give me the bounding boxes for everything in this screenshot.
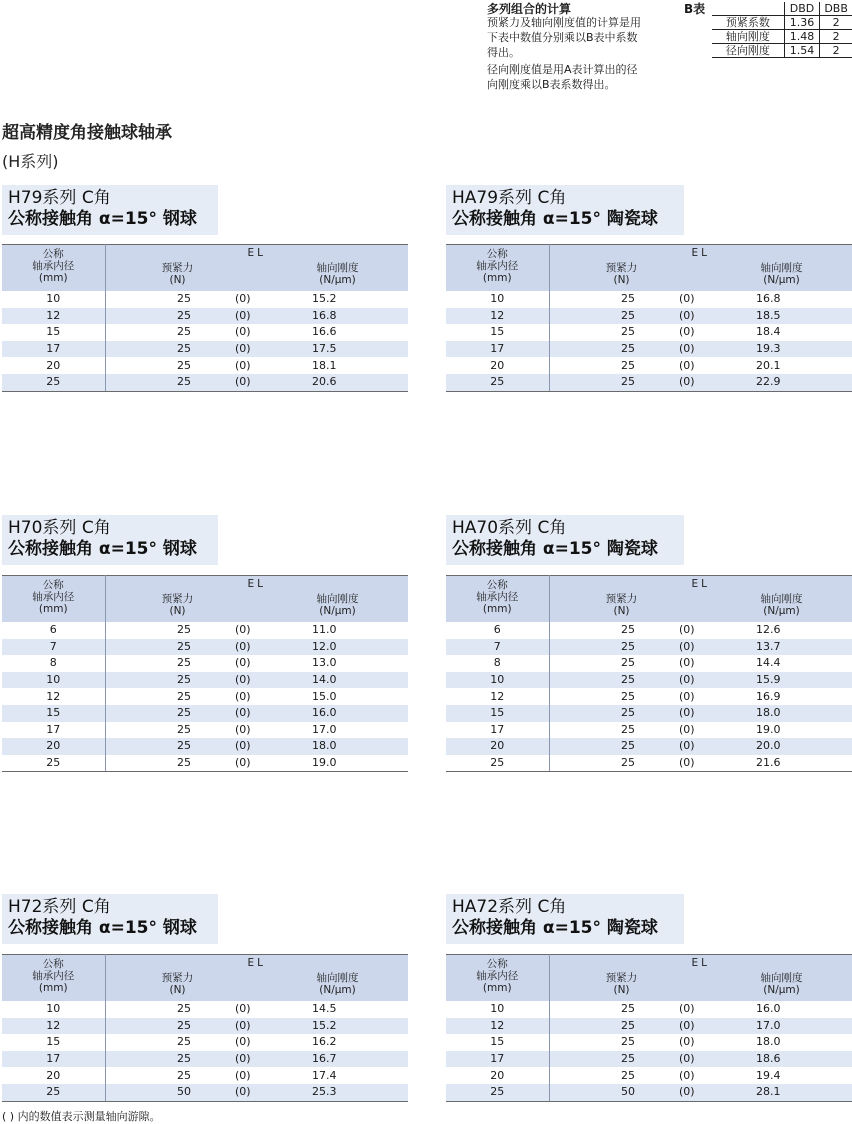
cell-preload: 25 [105,705,235,722]
table-row [2,291,408,308]
cell-clearance: (0) [235,325,251,339]
cell-bore: 7 [446,639,549,656]
cell-clearance: (0) [235,374,285,391]
section-series-title: HA79系列 C角 [452,188,567,208]
cell-clearance: (0) [679,308,729,325]
cell-stiffness: 14.5 [312,1002,337,1016]
cell-clearance: (0) [235,358,251,372]
cell-stiffness: 16.9 [756,689,781,703]
cell-stiffness: 17.4 [312,1068,337,1082]
section-series-title: H72系列 C角 [8,897,111,917]
cell-bore: 17 [2,1051,105,1068]
section-contact-angle: 公称接触角 α=15° 陶瓷球 [452,539,658,559]
data-table [2,954,408,1102]
table-row [446,1067,852,1084]
cell-clearance: (0) [679,292,695,306]
cell-clearance: (0) [235,755,285,772]
table-row [446,1018,852,1035]
col-el-header: EL 预紧力 (N) 轴向刚度 (N/μm) [105,245,408,292]
cell-stiffness: 28.1 [729,1084,852,1101]
cell-clearance: (0) [235,672,285,689]
table-row [2,341,408,358]
col-bore-header: 公称 轴承内径 (mm) [2,245,105,292]
cell-preload: 25 [549,341,679,358]
cell-stiffness: 15.9 [729,672,852,689]
cell-preload: 25 [177,722,191,736]
table-row [2,755,408,772]
cell-stiffness: 19.4 [756,1068,781,1082]
cell-bore: 15 [446,705,549,722]
cell-bore: 17 [446,722,549,739]
cell-bore: 10 [446,1001,549,1018]
cell-stiffness: 14.4 [756,656,781,670]
cell-preload: 25 [549,1018,679,1035]
cell-preload: 25 [621,623,635,637]
cell-stiffness: 18.0 [285,738,408,755]
cell-preload: 50 [549,1084,679,1101]
cell-clearance: (0) [679,1035,695,1049]
table-row [446,341,852,358]
cell-preload: 25 [177,1002,191,1016]
cell-stiffness: 18.1 [312,358,337,372]
cell-preload: 25 [621,358,635,372]
table-row [446,672,852,689]
table-row [446,1051,852,1068]
cell-preload: 25 [621,1035,635,1049]
table-row [446,622,852,639]
cell-preload: 25 [621,1068,635,1082]
cell-stiffness: 17.5 [285,341,408,358]
cell-stiffness: 18.0 [729,705,852,722]
cell-stiffness: 17.0 [729,1018,852,1035]
table-row [2,1067,408,1084]
table-row [446,722,852,739]
cell-bore: 20 [446,738,549,755]
cell-preload: 25 [177,358,191,372]
cell-bore: 12 [2,308,105,325]
table-row [2,1034,408,1051]
table-row [446,1001,852,1018]
cell-stiffness: 16.0 [756,1002,781,1016]
note-line: 下表中数值分别乘以B表中系数 [487,31,638,44]
btable-cell: 2 [820,44,852,58]
cell-stiffness: 21.6 [729,755,852,772]
section-series-title: HA72系列 C角 [452,897,567,917]
page-subtitle: (H系列) [2,152,59,171]
table-row [446,374,852,391]
cell-clearance: (0) [235,292,251,306]
cell-preload: 25 [177,623,191,637]
cell-bore: 25 [2,1084,105,1101]
table-row [2,1001,408,1018]
cell-bore: 15 [2,705,105,722]
cell-stiffness: 12.6 [756,623,781,637]
cell-bore: 17 [2,341,105,358]
section-contact-angle: 公称接触角 α=15° 钢球 [8,918,197,938]
cell-clearance: (0) [679,374,729,391]
cell-clearance: (0) [235,308,285,325]
table-row [2,308,408,325]
cell-preload: 25 [549,374,679,391]
table-row [2,655,408,672]
cell-clearance: (0) [679,656,695,670]
cell-bore: 12 [2,688,105,705]
cell-stiffness: 16.8 [756,292,781,306]
cell-bore: 10 [446,672,549,689]
cell-clearance: (0) [235,689,251,703]
cell-preload: 25 [621,292,635,306]
section-series-title: HA70系列 C角 [452,518,567,538]
cell-stiffness: 19.0 [756,722,781,736]
cell-preload: 25 [621,325,635,339]
cell-clearance: (0) [679,325,695,339]
cell-stiffness: 19.3 [729,341,852,358]
section-contact-angle: 公称接触角 α=15° 钢球 [8,209,197,229]
cell-preload: 25 [177,1035,191,1049]
cell-preload: 25 [177,292,191,306]
cell-stiffness: 17.0 [312,722,337,736]
cell-bore: 10 [2,291,105,308]
btable-cell: 1.54 [784,44,820,58]
cell-clearance: (0) [235,738,285,755]
cell-stiffness: 15.2 [312,292,337,306]
cell-clearance: (0) [679,722,695,736]
cell-clearance: (0) [679,1084,729,1101]
cell-bore: 15 [446,1034,549,1051]
cell-stiffness: 13.7 [729,639,852,656]
data-table [446,954,852,1102]
cell-clearance: (0) [235,656,251,670]
cell-bore: 8 [446,655,549,672]
col-el-header: EL 预紧力 (N) 轴向刚度 (N/μm) [105,576,408,623]
table-row [2,1084,408,1101]
table-row [446,688,852,705]
cell-stiffness: 16.7 [285,1051,408,1068]
table-row [446,655,852,672]
cell-clearance: (0) [679,755,729,772]
col-el-header: EL 预紧力 (N) 轴向刚度 (N/μm) [105,955,408,1002]
cell-bore: 12 [446,688,549,705]
table-row [2,705,408,722]
cell-bore: 25 [446,755,549,772]
cell-clearance: (0) [679,341,729,358]
cell-bore: 20 [446,357,549,374]
cell-stiffness: 18.5 [729,308,852,325]
cell-preload: 25 [177,325,191,339]
table-row [2,324,408,341]
cell-clearance: (0) [235,341,285,358]
cell-bore: 8 [2,655,105,672]
table-row [446,639,852,656]
cell-bore: 20 [2,357,105,374]
section-header [446,515,684,565]
cell-clearance: (0) [679,1002,695,1016]
cell-bore: 20 [2,738,105,755]
table-row [446,324,852,341]
cell-clearance: (0) [235,1018,285,1035]
btable-header-dbb: DBB [820,2,852,16]
col-bore-header: 公称 轴承内径 (mm) [446,955,549,1002]
cell-clearance: (0) [235,722,251,736]
btable-cell: 2 [820,16,852,30]
col-bore-header: 公称 轴承内径 (mm) [2,576,105,623]
cell-bore: 12 [446,308,549,325]
table-row [2,1051,408,1068]
table-row [446,308,852,325]
cell-stiffness: 16.0 [285,705,408,722]
col-bore-header: 公称 轴承内径 (mm) [446,245,549,292]
cell-stiffness: 20.1 [756,358,781,372]
btable-label: B表 [684,2,706,16]
cell-bore: 15 [2,1034,105,1051]
table-row [2,357,408,374]
cell-clearance: (0) [679,689,695,703]
cell-clearance: (0) [235,705,285,722]
cell-preload: 25 [549,1051,679,1068]
table-row [2,722,408,739]
section-header [2,894,218,944]
cell-stiffness: 12.0 [285,639,408,656]
cell-stiffness: 16.8 [285,308,408,325]
cell-bore: 6 [2,622,105,639]
cell-clearance: (0) [235,1035,251,1049]
cell-bore: 6 [446,622,549,639]
btable-cell: 1.36 [784,16,820,30]
table-row [446,291,852,308]
col-bore-header: 公称 轴承内径 (mm) [2,955,105,1002]
cell-preload: 50 [105,1084,235,1101]
cell-bore: 25 [2,374,105,391]
cell-preload: 25 [177,656,191,670]
cell-stiffness: 16.2 [312,1035,337,1049]
cell-clearance: (0) [679,623,695,637]
section-contact-angle: 公称接触角 α=15° 钢球 [8,539,197,559]
cell-clearance: (0) [679,705,729,722]
cell-clearance: (0) [235,1084,285,1101]
cell-bore: 7 [2,639,105,656]
col-bore-header: 公称 轴承内径 (mm) [446,576,549,623]
cell-bore: 10 [2,672,105,689]
cell-clearance: (0) [679,1068,695,1082]
table-row [446,357,852,374]
cell-preload: 25 [549,755,679,772]
cell-clearance: (0) [679,639,729,656]
cell-preload: 25 [549,705,679,722]
note-line: 预紧力及轴向刚度值的计算是用 [487,16,641,29]
cell-stiffness: 14.0 [285,672,408,689]
note-line: 得出。 [487,46,520,59]
cell-stiffness: 16.6 [312,325,337,339]
cell-stiffness: 15.2 [285,1018,408,1035]
cell-preload: 25 [177,1068,191,1082]
section-header [2,515,218,565]
section-header [446,894,684,944]
cell-bore: 12 [2,1018,105,1035]
cell-bore: 20 [446,1067,549,1084]
cell-preload: 25 [105,308,235,325]
data-table [2,244,408,392]
col-el-header: EL 预紧力 (N) 轴向刚度 (N/μm) [549,955,852,1002]
cell-preload: 25 [621,722,635,736]
btable-row-label: 径向刚度 [712,44,784,58]
cell-clearance: (0) [235,1002,251,1016]
btable-header-dbd: DBD [784,2,820,16]
cell-bore: 25 [446,374,549,391]
cell-preload: 25 [177,689,191,703]
table-row [446,1084,852,1101]
cell-stiffness: 15.0 [312,689,337,703]
cell-preload: 25 [105,341,235,358]
cell-preload: 25 [621,656,635,670]
cell-stiffness: 11.0 [312,623,337,637]
table-row [2,1018,408,1035]
cell-clearance: (0) [679,738,729,755]
note-line: 向刚度乘以B表系数得出。 [487,78,616,91]
table-row [2,672,408,689]
cell-bore: 17 [446,341,549,358]
table-row [2,622,408,639]
cell-preload: 25 [621,689,635,703]
cell-clearance: (0) [235,623,251,637]
table-row [446,705,852,722]
cell-preload: 25 [105,1051,235,1068]
table-row [446,755,852,772]
table-row [2,639,408,656]
cell-stiffness: 25.3 [285,1084,408,1101]
btable-row-label: 轴向刚度 [712,30,784,44]
cell-stiffness: 20.0 [729,738,852,755]
cell-preload: 25 [105,639,235,656]
btable-cell: 1.48 [784,30,820,44]
cell-bore: 12 [446,1018,549,1035]
cell-preload: 25 [549,738,679,755]
footnote: ( ) 内的数值表示测量轴向游隙。 [2,1110,161,1123]
cell-preload: 25 [621,1002,635,1016]
cell-bore: 10 [2,1001,105,1018]
section-series-title: H70系列 C角 [8,518,111,538]
data-table [2,575,408,772]
cell-clearance: (0) [679,672,729,689]
section-header [446,185,684,235]
table-row [2,738,408,755]
section-series-title: H79系列 C角 [8,188,111,208]
cell-preload: 25 [105,755,235,772]
note-title: 多列组合的计算 [487,2,572,16]
cell-bore: 15 [446,324,549,341]
b-coefficient-table [712,2,852,58]
cell-preload: 25 [549,672,679,689]
cell-clearance: (0) [235,1068,251,1082]
cell-bore: 20 [2,1067,105,1084]
cell-bore: 25 [2,755,105,772]
col-el-header: EL 预紧力 (N) 轴向刚度 (N/μm) [549,576,852,623]
cell-preload: 25 [105,672,235,689]
data-table [446,244,852,392]
cell-clearance: (0) [679,1018,729,1035]
table-row [2,374,408,391]
cell-clearance: (0) [235,639,285,656]
cell-clearance: (0) [679,1051,729,1068]
data-table [446,575,852,772]
cell-stiffness: 19.0 [285,755,408,772]
cell-stiffness: 13.0 [312,656,337,670]
note-line: 径向刚度值是用A表计算出的径 [487,63,638,76]
cell-preload: 25 [549,639,679,656]
cell-stiffness: 18.6 [729,1051,852,1068]
cell-bore: 10 [446,291,549,308]
cell-clearance: (0) [235,1051,285,1068]
col-el-header: EL 预紧力 (N) 轴向刚度 (N/μm) [549,245,852,292]
cell-clearance: (0) [679,358,695,372]
table-row [446,738,852,755]
section-header [2,185,218,235]
cell-preload: 25 [105,1018,235,1035]
cell-bore: 15 [2,324,105,341]
cell-bore: 17 [446,1051,549,1068]
page-title: 超高精度角接触球轴承 [2,123,172,143]
cell-preload: 25 [105,374,235,391]
section-contact-angle: 公称接触角 α=15° 陶瓷球 [452,209,658,229]
cell-stiffness: 18.4 [756,325,781,339]
btable-cell: 2 [820,30,852,44]
section-contact-angle: 公称接触角 α=15° 陶瓷球 [452,918,658,938]
cell-stiffness: 22.9 [729,374,852,391]
cell-preload: 25 [105,738,235,755]
cell-bore: 25 [446,1084,549,1101]
cell-preload: 25 [549,308,679,325]
cell-stiffness: 20.6 [285,374,408,391]
btable-row-label: 预紧系数 [712,16,784,30]
table-row [2,688,408,705]
cell-stiffness: 18.0 [756,1035,781,1049]
table-row [446,1034,852,1051]
cell-bore: 17 [2,722,105,739]
